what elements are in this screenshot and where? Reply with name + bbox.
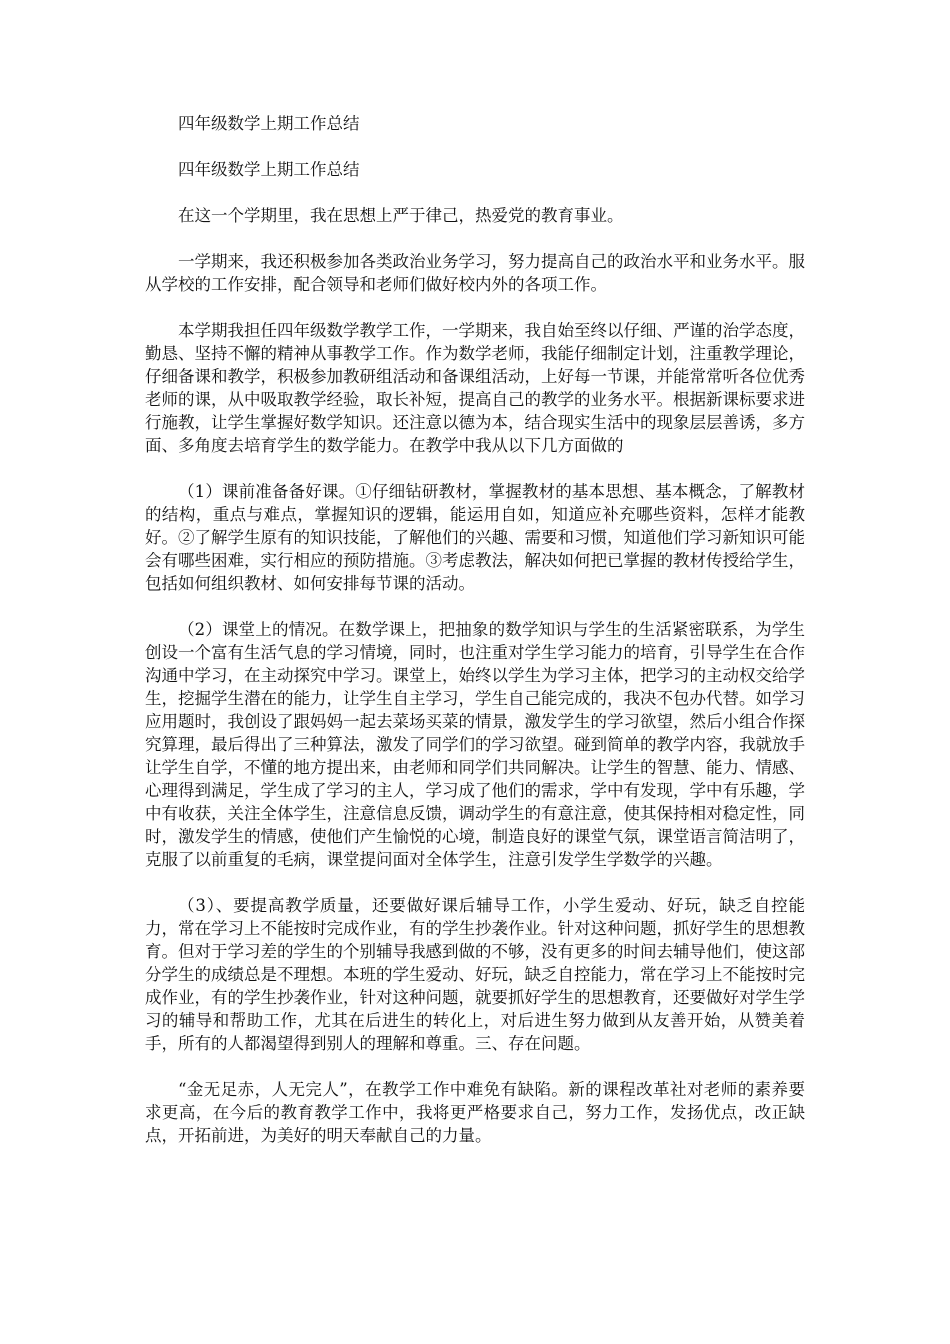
document-title: 四年级数学上期工作总结 xyxy=(178,114,360,133)
paragraph-lesson-preparation: （1）课前准备备好课。①仔细钻研教材，掌握教材的基本思想、基本概念，了解教材的结构，重点与难点，掌握知识的逻辑，能运用自如，知道应补充哪些资料，怎样才能教好。②了解学生原有的知识技能，了解他们的兴趣、需要和习惯，知道他们学习新知识可能会有哪些困难，实行相应的预防措施。③考虑教法，解决如何把已掌握的教材传授给学生，包括如何组织教材、如何安排每节课的活动。 xyxy=(145,482,805,593)
paragraph-political-study: 一学期来，我还积极参加各类政治业务学习，努力提高自己的政治水平和业务水平。服从学校的工作安排，配合领导和老师们做好校内外的各项工作。 xyxy=(145,252,805,294)
document-subtitle: 四年级数学上期工作总结 xyxy=(178,160,360,179)
paragraph-classroom: （2）课堂上的情况。在数学课上，把抽象的数学知识与学生的生活紧密联系，为学生创设一个富有生活气息的学习情境，同时，也注重对学生学习能力的培育，引导学生在合作沟通中学习，在主动探究中学习。课堂上，始终以学生为学习主体，把学习的主动权交给学生，挖掘学生潜在的能力，让学生自主学习，学生自己能完成的，我决不包办代替。如学习应用题时，我创设了跟妈妈一起去菜场买菜的情景，激发学生的学习欲望，然后小组合作探究算理，最后得出了三种算法，激发了同学们的学习欲望。碰到简单的教学内容，我就放手让学生自学，不懂的地方提出来，由老师和同学们共同解决。让学生的智慧、能力、情感、心理得到满足，学生成了学习的主人，学习成了他们的需求，学中有发现，学中有乐趣，学中有收获，关注全体学生，注意信息反馈，调动学生的有意注意，使其保持相对稳定性，同时，激发学生的情感，使他们产生愉悦的心境，制造良好的课堂气氛，课堂语言简洁明了，克服了以前重复的毛病，课堂提问面对全体学生，注意引发学生学数学的兴趣。 xyxy=(145,620,805,869)
paragraph-conclusion: “金无足赤，人无完人”，在教学工作中难免有缺陷。新的课程改革社对老师的素养要求更高，在今后的教育教学工作中，我将更严格要求自己，努力工作，发扬优点，改正缺点，开拓前进，为美好的明天奉献自己的力量。 xyxy=(145,1080,805,1145)
paragraph-teaching-work: 本学期我担任四年级数学教学工作，一学期来，我自始至终以仔细、严谨的治学态度，勤恳、坚持不懈的精神从事教学工作。作为数学老师，我能仔细制定计划，注重教学理论，仔细备课和教学，积极参加教研组活动和备课组活动，上好每一节课，并能常常听各位优秀老师的课，从中吸取教学经验，取长补短，提高自己的教学的业务水平。根据新课标要求进行施教，让学生掌握好数学知识。还注意以德为本，结合现实生活中的现象层层善诱，多方面、多角度去培育学生的数学能力。在教学中我从以下几方面做的 xyxy=(145,321,805,455)
paragraph-after-class-tutoring: （3）、要提高教学质量，还要做好课后辅导工作，小学生爱动、好玩，缺乏自控能力，常在学习上不能按时完成作业，有的学生抄袭作业。针对这种问题，抓好学生的思想教育。但对于学习差的学生的个别辅导我感到做的不够，没有更多的时间去辅导他们，使这部分学生的成绩总是不理想。本班的学生爱动、好玩，缺乏自控能力，常在学习上不能按时完成作业，有的学生抄袭作业，针对这种问题，就要抓好学生的思想教育，还要做好对学生学习的辅导和帮助工作，尤其在后进生的转化上，对后进生努力做到从友善开始，从赞美着手，所有的人都渴望得到别人的理解和尊重。三、存在问题。 xyxy=(145,896,805,1053)
document-page xyxy=(145,112,805,1170)
paragraph-intro: 在这一个学期里，我在思想上严于律己，热爱党的教育事业。 xyxy=(178,206,624,225)
